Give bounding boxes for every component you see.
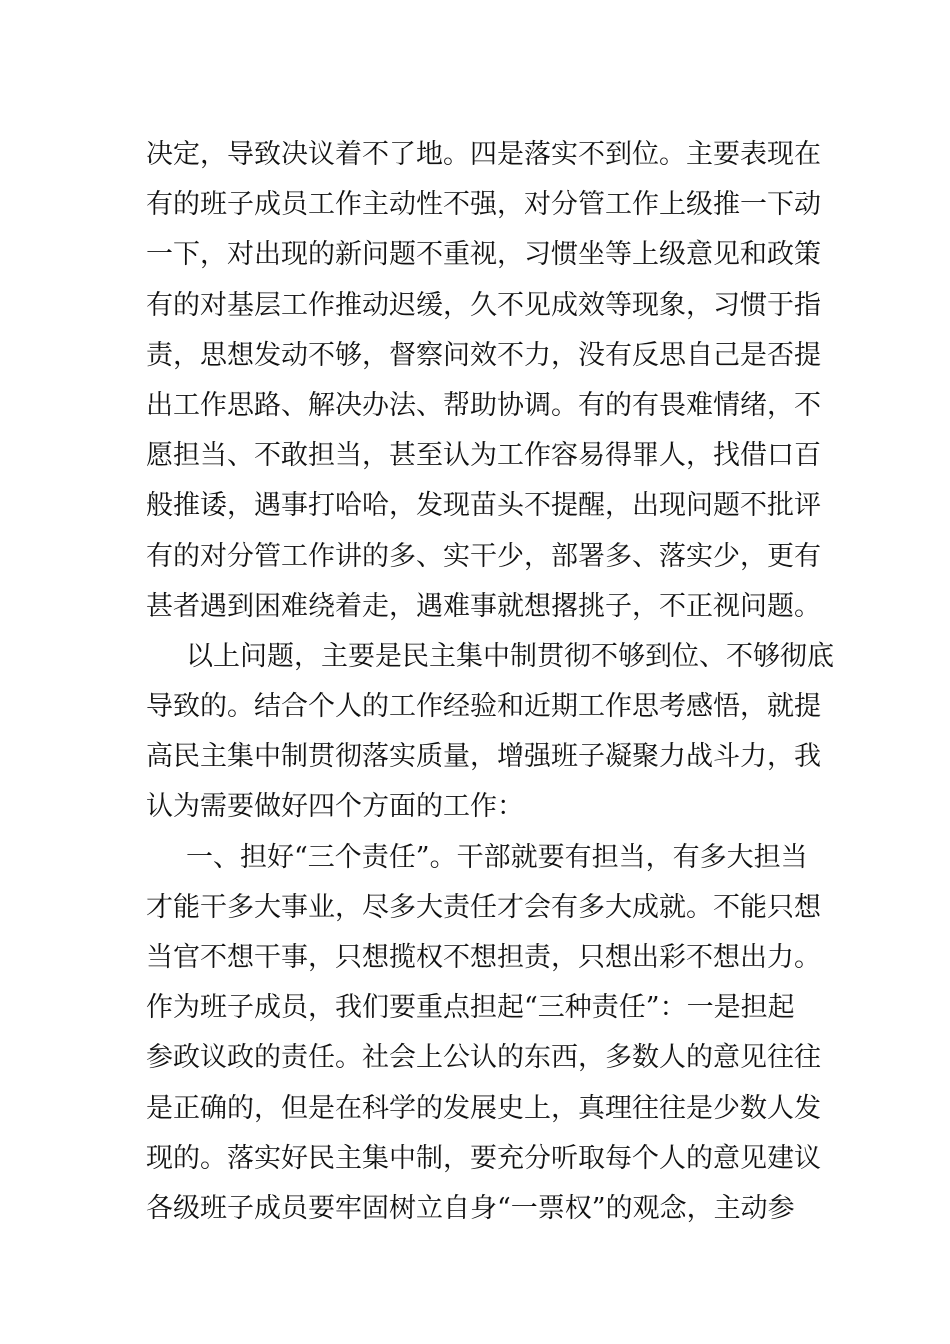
- paragraph-start-line: 以上问题，主要是民主集中制贯彻不够到位、不够彻底: [186, 640, 834, 672]
- text-line: 般推诿，遇事打哈哈，发现苗头不提醒，出现问题不批评: [146, 490, 821, 522]
- text-line: 是正确的，但是在科学的发展史上，真理往往是少数人发: [146, 1092, 821, 1124]
- text-line: 当官不想干事，只想揽权不想担责，只想出彩不想出力。: [146, 942, 821, 973]
- text-line: 一下，对出现的新问题不重视，习惯坐等上级意见和政策: [146, 239, 821, 271]
- text-line: 责，思想发动不够，督察问效不力，没有反思自己是否提: [146, 339, 821, 371]
- text-line: 有的对基层工作推动迟缓，久不见成效等现象，习惯于指: [146, 289, 821, 321]
- text-line: 参政议政的责任。社会上公认的东西，多数人的意见往往: [146, 1042, 821, 1074]
- text-line: 导致的。结合个人的工作经验和近期工作思考感悟，就提: [146, 691, 821, 723]
- text-line: 愿担当、不敢担当，甚至认为工作容易得罪人，找借口百: [146, 440, 821, 472]
- text-line: 各级班子成员要牢固树立自身“一票权”的观念，主动参: [146, 1192, 795, 1224]
- text-line: 甚者遇到困难绕着走，遇难事就想撂挑子，不正视问题。: [146, 590, 821, 622]
- text-line: 出工作思路、解决办法、帮助协调。有的有畏难情绪，不: [146, 389, 821, 421]
- text-line: 决定，导致决议着不了地。四是落实不到位。主要表现在: [146, 139, 821, 170]
- text-line: 作为班子成员，我们要重点担起“三种责任”：一是担起: [146, 992, 795, 1024]
- text-line: 高民主集中制贯彻落实质量，增强班子凝聚力战斗力，我: [146, 741, 821, 773]
- document-body: [146, 130, 834, 1234]
- text-line: 才能干多大事业，尽多大责任才会有多大成就。不能只想: [146, 891, 821, 923]
- paragraph-start-line: 一、担好“三个责任”。干部就要有担当，有多大担当: [186, 841, 808, 873]
- text-line: 现的。落实好民主集中制，要充分听取每个人的意见建议: [146, 1142, 821, 1174]
- text-line: 认为需要做好四个方面的工作：: [146, 791, 524, 823]
- text-line: 有的对分管工作讲的多、实干少，部署多、落实少，更有: [146, 540, 821, 572]
- text-line: 有的班子成员工作主动性不强，对分管工作上级推一下动: [146, 189, 821, 221]
